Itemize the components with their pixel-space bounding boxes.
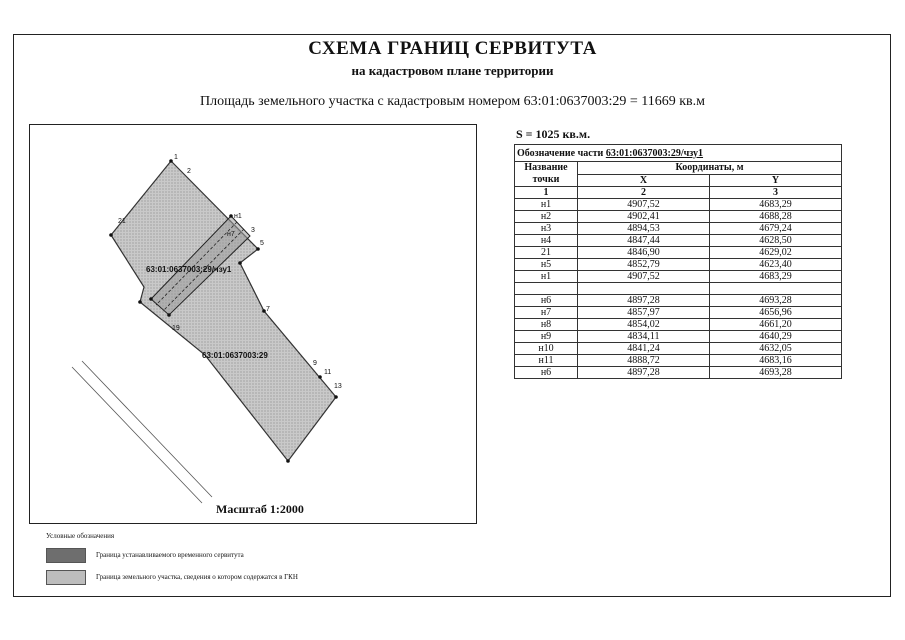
y-cell: 4623,40 (709, 259, 841, 271)
y-cell: 4661,20 (709, 319, 841, 331)
coords-group-2 (515, 295, 842, 379)
map-drawing (30, 125, 477, 524)
x-cell: 4907,52 (578, 271, 710, 283)
x-cell: 4907,52 (578, 199, 710, 211)
point-label-9: 9 (313, 360, 317, 367)
table-row (515, 319, 842, 331)
point-label-11: 11 (324, 369, 332, 376)
col-point-header: Название точки (515, 162, 578, 187)
y-cell: 4640,29 (709, 331, 841, 343)
point-label-13: 13 (334, 383, 342, 390)
x-cell: 4897,28 (578, 295, 710, 307)
legend-swatch-servitude (46, 548, 86, 563)
point-name-cell: 21 (515, 247, 578, 259)
map-scale: Масштаб 1:2000 (216, 502, 304, 516)
point-name-cell: н11 (515, 355, 578, 367)
point-label-5: 5 (260, 240, 264, 247)
x-cell: 4888,72 (578, 355, 710, 367)
point-label-1: 1 (174, 154, 178, 161)
y-cell: 4683,29 (709, 271, 841, 283)
y-cell: 4693,28 (709, 295, 841, 307)
table-row (515, 235, 842, 247)
y-cell: 4632,05 (709, 343, 841, 355)
x-cell: 4902,41 (578, 211, 710, 223)
point-name-cell: н2 (515, 211, 578, 223)
point-label-n7: н7 (227, 231, 235, 238)
col-coords-header: Координаты, м (578, 162, 842, 175)
parcel-label: 63:01:0637003:29 (202, 351, 268, 360)
point-label-n1: н1 (234, 213, 242, 220)
x-cell: 4834,11 (578, 331, 710, 343)
point-name-cell: н4 (515, 235, 578, 247)
x-cell: 4897,28 (578, 367, 710, 379)
parcel-polygon (111, 161, 336, 461)
table-row (515, 355, 842, 367)
page-title: СХЕМА ГРАНИЦ СЕРВИТУТА (308, 38, 597, 59)
area-statement: Площадь земельного участка с кадастровым номером 63:01:0637003:29 = 11669 кв.м (199, 94, 705, 109)
point-name-cell: н7 (515, 307, 578, 319)
table-row (515, 367, 842, 379)
servitude-area: S = 1025 кв.м. (516, 127, 591, 141)
table-row (515, 343, 842, 355)
x-cell: 4841,24 (578, 343, 710, 355)
y-cell: 4688,28 (709, 211, 841, 223)
table-row (515, 331, 842, 343)
cadastral-map (29, 124, 477, 524)
page-subtitle: на кадастровом плане территории (351, 63, 554, 78)
point-name-cell: н3 (515, 223, 578, 235)
point-label-7: 7 (266, 306, 270, 313)
point-name-cell: н10 (515, 343, 578, 355)
y-cell: 4679,24 (709, 223, 841, 235)
y-cell: 4683,29 (709, 199, 841, 211)
y-cell: 4628,50 (709, 235, 841, 247)
y-cell: 4693,28 (709, 367, 841, 379)
point-name-cell: н9 (515, 331, 578, 343)
point-name-cell: н8 (515, 319, 578, 331)
point-name-cell: н5 (515, 259, 578, 271)
x-cell: 4894,53 (578, 223, 710, 235)
table-row (515, 307, 842, 319)
point-label-19: 19 (172, 325, 180, 332)
point-name-cell: н1 (515, 271, 578, 283)
x-cell: 4846,90 (578, 247, 710, 259)
table-row (515, 247, 842, 259)
x-cell: 4847,44 (578, 235, 710, 247)
point-label-2: 2 (187, 168, 191, 175)
legend-swatch-parcel (46, 570, 86, 585)
x-cell: 4852,79 (578, 259, 710, 271)
table-spacer-row (515, 283, 842, 295)
y-cell: 4683,16 (709, 355, 841, 367)
legend-title: Условные обозначения (46, 532, 115, 540)
y-cell: 4629,02 (709, 247, 841, 259)
coordinates-table: Обозначение части 63:01:0637003:29/чзу1 Название точки Координаты, м X Y 1 2 3 н1 4907,52 4683,29 н2 4902,41 4688,28 н3 4894,53 4679,24 н4 4847,44 4628,50 21 4846,90 4629,02 н5 4852,79 4623,40 н1 4907,52 4683,29 н6 4897,28 4693,28 н7 4857,97 4656,96 н8 4854,02 4661,20 н9 4834,11 4640,29 н10 4841,24 4632,05 н11 4888,72 4683,16 н6 4897,28 4693,28 (514, 144, 842, 379)
legend-item-servitude: Граница устанавливаемого временного сервитута (96, 551, 244, 559)
legend-item-parcel: Граница земельного участка, сведения о котором содержатся в ГКН (96, 573, 298, 581)
point-label-3: 3 (251, 227, 255, 234)
table-row (515, 295, 842, 307)
table-row (515, 259, 842, 271)
table-row (515, 271, 842, 283)
coords-group-1 (515, 199, 842, 283)
part-designation: Обозначение части 63:01:0637003:29/чзу1 (515, 145, 842, 162)
point-name-cell: н6 (515, 295, 578, 307)
x-cell: 4854,02 (578, 319, 710, 331)
point-name-cell: н6 (515, 367, 578, 379)
y-cell: 4656,96 (709, 307, 841, 319)
table-row (515, 211, 842, 223)
col-x-header: X (578, 174, 710, 187)
point-label-21: 21 (118, 218, 126, 225)
col-y-header: Y (709, 174, 841, 187)
point-name-cell: н1 (515, 199, 578, 211)
x-cell: 4857,97 (578, 307, 710, 319)
table-row (515, 199, 842, 211)
servitude-label: 63:01:0637003:29/чзу1 (146, 265, 232, 274)
table-row (515, 223, 842, 235)
